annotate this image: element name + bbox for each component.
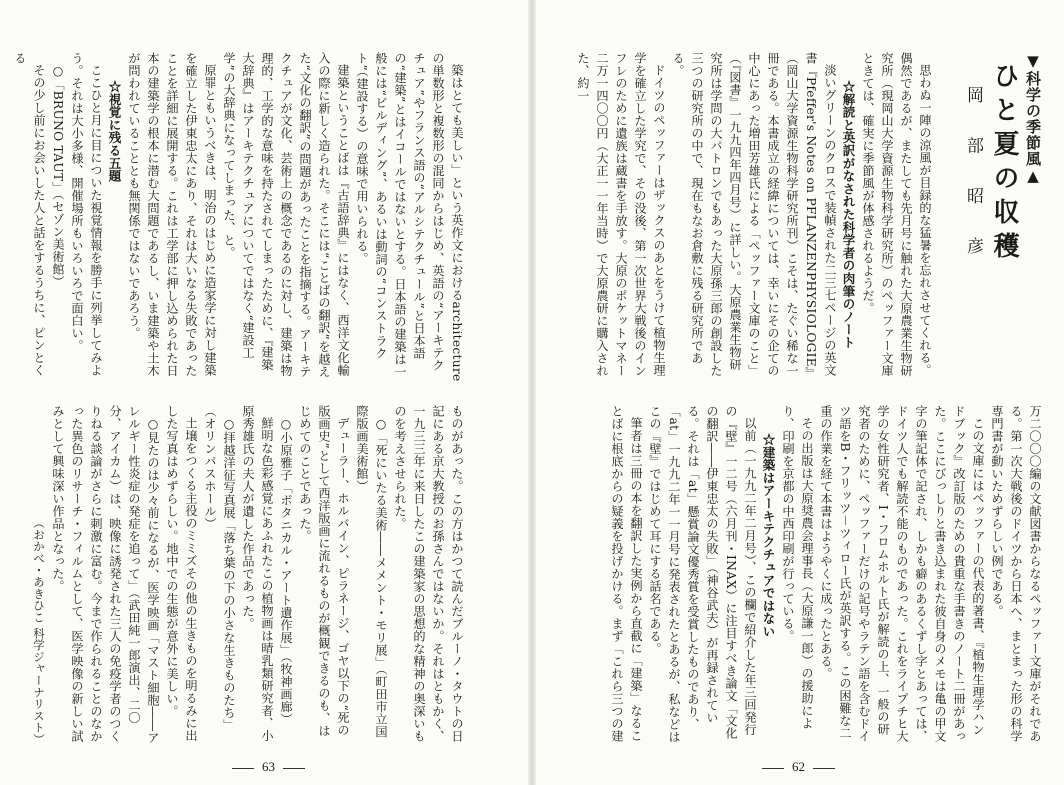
paragraph: 築はとても美しい」という英作文におけるarchitectureの単数形と複数形の混同からはじめ、英語の“アーキテクチュア”やフランス語の“アルシテクチュール”と日本語の“建築”とはイコールではないとする。日本語の建築は一般には“ビルディング”、あるいは動詞の“コンストラクト”（建設する）の意味で用いられる。 <box>355 52 464 382</box>
folio-rule <box>283 768 305 769</box>
paragraph: ドイツのペッファーはザックスのあとをうけて植物生理学を確立した学究で、その没後、第一次世界大戦後のインフレのために遺族は蔵書を手放す。大原のポケットマネー二万一四〇〇円（大正一一年当時）で大原農研に購入された、約一 <box>576 52 666 377</box>
section-heading-notes: ☆解読と英訳がなされた科学者の肉筆のノート <box>841 79 856 349</box>
paragraph: 以前（一九九二年二月号）、この欄で紹介した年三回発行の『壁』一二号（六月刊・INAX）に注目すべき論文「文化の翻訳――伊東忠太の失敗」（神谷武夫）が再録されている。それは「at」懸賞論文優秀賞を受賞したものであり、「at」一九九二年一一月号に発表されたとあるが、私などはこの『壁』ではじめて耳にする話名である。 <box>648 405 757 743</box>
article-title: ひと夏の収穫 <box>989 62 1019 266</box>
left-page-top-text <box>13 52 466 382</box>
paragraph: ○「BRUNO TAUT」（セゾン美術館） <box>51 64 65 288</box>
folio-rule <box>813 768 835 769</box>
exhibition-item: ○「死にいたる美術――メメント・モリ展」（町田市立国際版画美術館） <box>355 405 388 738</box>
paragraph: 万二〇〇〇編の文献図書からなるペッファー文庫がそれである。第一次大戦後のドイツから日本へ、まとまった形の科学専門書が動いためずらしい例である。 <box>990 405 1042 743</box>
exhibition-item: ○見たのは少々前になるが、医学映画「マスト細胞――アレルギー性炎症の発症を追って」（武田純一郎演出、二〇分、アイカム）は、映像に誘発された三人の免疫学者のつくりねる談論がさらに刺激に富む。今まで作られることのなかった異色のリサーチ・フィルムとして、医学映像の新しい試みとして興味深い作品となった。 <box>51 405 160 744</box>
page-62 <box>532 0 1064 785</box>
right-page-top-text <box>562 52 934 382</box>
paragraph: 思わぬ一陣の涼風が目録的な猛暑を忘れさせてくれる。偶然であるが、またしても先月号に触れた大原農業生物研究所（現岡山大学資源生物科学研究所）のペッファー文庫ときては、確実に季節風が体感されるようだ。 <box>861 52 932 377</box>
paragraph: ものがあった。この方はかつて読んだブルーノ・タウトの日記にある京大教授のお孫さんではないか。それはともかく、一九三三年に来日したこの建築家の思想的な精神の奥深いものを考えさせられた。 <box>393 405 464 743</box>
paragraph: 原罪ともいうべきは、明治のはじめに造家学に対し建築を確立した伊東忠太にあり、それは大いなる失敗であったことを詳細に展開する。これは工学部に押し込められた日本の建築学の根本に潜む大問題であるし、いま建築や土木が問われていることとも無関係ではないであろう。 <box>127 52 217 377</box>
paragraph: 建築ということばは『古語辞典』にはなく、西洋文化輸入の際に新しく造られた。そこには“ことばの翻訳”を越えた“文化の翻訳”の問題があったことを指摘する。アーキテクチュアが文化、芸術上の概念であるのに対し、建築は物理的、工学的な意味を持たされてしまったために、『建築大辞典』はアーキテクチュアについてではなく“建設工学”の大辞典になってしまった、と。 <box>222 52 350 378</box>
paragraph: デューラー、ホルバイン、ピラネージ、ゴヤ以下の“死の版画史”として西洋版画に流れるものが概観できるのも、はじめてのことであった。 <box>298 405 350 737</box>
exhibition-item: ○小原雅子「ボタニカル・アート遺作展」（牧神画廊） <box>279 417 293 726</box>
left-page-bottom-text <box>32 405 466 745</box>
paragraph: その出版は大原奨農会理事長（大原謙一郎）の援助により、印刷を京都の中西印刷が行っている。 <box>781 405 814 730</box>
paragraph: その少し前にお会いした人と話をするうちに、ピンとくる <box>13 52 46 377</box>
exhibition-item: ○拝越洋征写真展「落ち葉の下の小さな生きものたち」（オリンパスホール） <box>203 405 236 732</box>
section-heading-architecture: ☆建築はアーキテクチュアではない <box>761 432 776 638</box>
folio-number: 63 <box>262 759 275 774</box>
paragraph: ここひと月に目についた視覚情報を勝手に列挙してみよう。それは大小多様、開催場所もいろいろで面白い。 <box>70 52 103 377</box>
paragraph: 淡いグリーンのクロスで装幀された二三七ページの英文書『Pfeffer's Notes on PFLANZENPHYSIOLOGIE』（岡山大学資源生物科学研究所刊）こそは、たぐい稀な一冊である。本書成立の経緯については、幸いにその企ての中心にあった増田芳雄氏による「ペッファー文庫のこと」（『図書』一九九四年四月号）に詳しい。大原農業生物研究所は学問の大パトロンでもあった大原孫三郎の創設した三つの研究所の中で、現在もなお倉敷に残る研究所である。 <box>671 52 837 380</box>
paragraph: 鮮明な色彩感覚にあふれたこの植物画は晴乳類研究者、小原秀雄氏の夫人が遺した作品であった。 <box>241 405 274 743</box>
folio-rule <box>232 768 254 769</box>
folio-number: 62 <box>792 759 805 774</box>
author-credit: （おかべ・あきひこ 科学ジャーナリスト） <box>32 516 46 745</box>
paragraph: この文庫にはペッファーの代表的著書、『植物生理学ハンドブック』改訂版のための貴重な手書きのノート二冊があった。ここにびっしりと書き込まれた彼自身のメモは亀の甲文字の筆記体で記され、しかも癖のあるくずし字とあっては、ドイツ人でも解読不能のものであった。これをライプチヒ大学の女性研究者、I・フロムホルト氏が解読の上、一般の研究者のために、ペッファーだけの記号やラテン語を含むドイツ語をB・フリッツ－ツィロー氏が英訳する。この困難な二重の作業を経て本書はようやくに成ったとある。 <box>819 405 985 743</box>
right-page-bottom-text <box>562 405 1044 745</box>
series-heading: ▼科学の季節風▲ <box>1024 52 1042 186</box>
author-name: 岡 部 昭 彦 <box>963 86 983 269</box>
paragraph: 土壌をつくる主役のミミズその他の生きものを明るみに出した写真はめずらしい。地中での生態が意外に美しい。 <box>165 405 198 743</box>
page-number-62 <box>754 759 843 775</box>
page-number-63 <box>224 759 313 775</box>
folio-rule <box>762 768 784 769</box>
paragraph: 筆者は三冊の本を翻訳した実例から直截に「建築」なることばに根底からの疑義を投げかける。まず「これら三つの建 <box>610 405 643 743</box>
article-title-block <box>942 52 1044 392</box>
section-heading-visual: ☆視覚に残る五題 <box>107 79 122 182</box>
